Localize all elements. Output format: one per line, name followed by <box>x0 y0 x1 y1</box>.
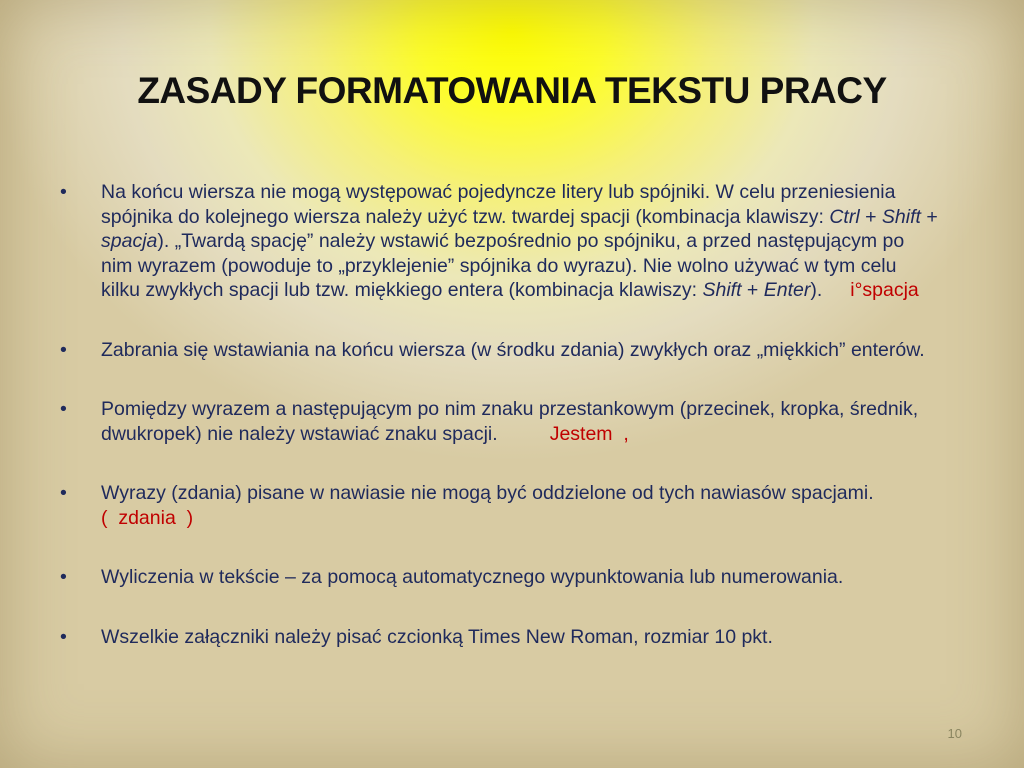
page-number: 10 <box>947 726 962 741</box>
bullet-text: Pomiędzy wyrazem a następującym po nim znaku przestankowym (przecinek, kropka, średnik, dwukropek) nie należy wstawiać znaku spacji. <box>101 398 919 445</box>
bullet-text: ). „Twardą spację” należy wstawić bezpośrednio po spójniku, a przed następującym po nim wyrazem (powoduje to „przyklejenie” spójnika do wyrazu). Nie wolno używać w tym celu kilku zwykłych spacji lub tzw. miękkiego entera (kombinacja klawiszy: <box>101 230 905 301</box>
key-ctrl: Ctrl <box>829 205 860 228</box>
slide-title: ZASADY FORMATOWANIA TEKSTU PRACY <box>137 70 887 111</box>
example-text: ( zdania ) <box>101 506 194 529</box>
bullet-item-hard-space <box>60 180 940 303</box>
bullet-item-soft-enter <box>60 338 940 363</box>
bullet-item-brackets <box>60 481 940 530</box>
bullet-text: Na końcu wiersza nie mogą występować pojedyncze litery lub spójniki. W celu przeniesienia spójnika do kolejnego wiersza należy użyć tzw. twardej spacji (kombinacja klawiszy: <box>101 181 896 228</box>
bullet-icon: • <box>60 566 67 588</box>
key-shift: Shift <box>881 205 921 228</box>
bullet-text: ). <box>810 279 823 301</box>
key-shift: Shift <box>702 279 742 301</box>
bullet-item-punctuation <box>60 397 940 446</box>
plus-sign: + <box>859 205 882 228</box>
bullet-text: Wszelkie załączniki należy pisać czcionką Times New Roman, rozmiar 10 pkt. <box>101 625 773 648</box>
plus-sign: + <box>741 279 764 301</box>
key-spacja: spacja <box>101 230 158 252</box>
example-text: Jestem , <box>549 422 629 445</box>
key-enter: Enter <box>763 279 811 301</box>
bullet-item-attachments <box>60 625 940 650</box>
bullet-icon: • <box>60 181 67 203</box>
bullet-text: Wyrazy (zdania) pisane w nawiasie nie mogą być oddzielone od tych nawiasów spacjami. <box>101 482 874 504</box>
bullet-text: Zabrania się wstawiania na końcu wiersza (w środku zdania) zwykłych oraz „miękkich” enterów. <box>101 338 925 361</box>
bullet-item-lists <box>60 565 940 590</box>
bullet-text: Wyliczenia w tekście – za pomocą automatycznego wypunktowania lub numerowania. <box>101 566 844 588</box>
bullet-icon: • <box>60 482 67 504</box>
example-text: i°spacja <box>850 279 919 301</box>
bullet-icon: • <box>60 398 67 420</box>
bullet-icon: • <box>60 338 67 361</box>
bullet-list <box>60 180 940 684</box>
bullet-icon: • <box>60 625 67 648</box>
plus-sign: + <box>920 205 938 228</box>
